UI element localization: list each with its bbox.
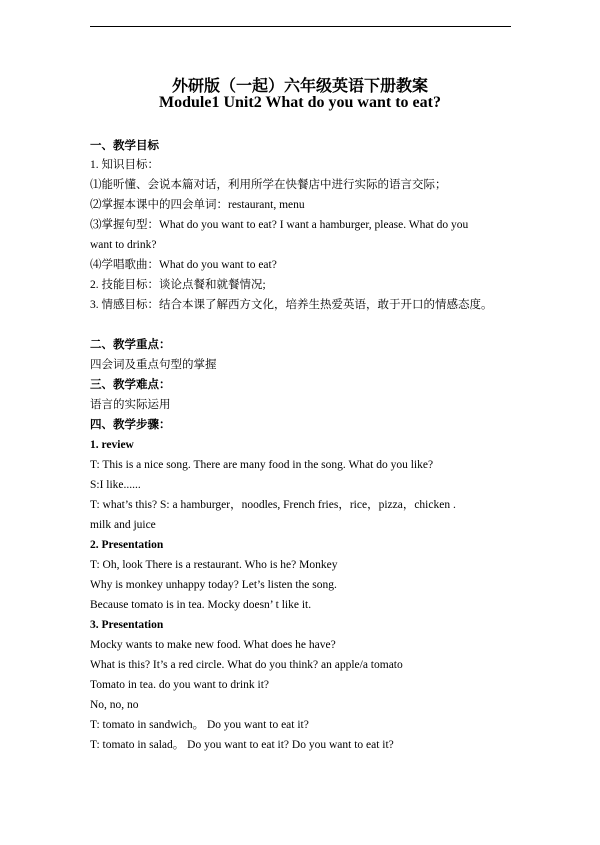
text-line: T: what’s this? S: a hamburger，noodles, French fries，rice，pizza，chicken . — [90, 499, 456, 511]
section-heading-objectives: 一、教学目标 — [90, 140, 159, 152]
title-english: Module1 Unit2 What do you want to eat? — [159, 94, 441, 111]
text-line: S:I like...... — [90, 479, 141, 491]
section-heading-key-points: 二、教学重点： — [90, 339, 171, 351]
step-heading-presentation: 3. Presentation — [90, 619, 164, 631]
text-line: milk and juice — [90, 519, 156, 531]
text-line: ⑷学唱歌曲：What do you want to eat? — [90, 259, 277, 271]
text-line: No, no, no — [90, 699, 139, 711]
text-line: 四会词及重点句型的掌握 — [90, 359, 217, 371]
step-heading-presentation: 2. Presentation — [90, 539, 164, 551]
text-line: Because tomato is in tea. Mocky doesn’ t like it. — [90, 599, 312, 611]
text-line: ⑴能听懂、会说本篇对话，利用所学在快餐店中进行实际的语言交际； — [90, 179, 447, 191]
text-line: T: tomato in salad。 Do you want to eat it? Do you want to eat it? — [90, 739, 394, 751]
title-chinese: 外研版（一起）六年级英语下册教案 — [171, 78, 428, 95]
section-heading-difficulties: 三、教学难点： — [90, 379, 171, 391]
text-line: 语言的实际运用 — [90, 399, 171, 411]
text-line: Why is monkey unhappy today? Let’s listen the song. — [90, 579, 337, 591]
text-line: T: This is a nice song. There are many food in the song. What do you like? — [90, 459, 434, 471]
text-line: ⑵掌握本课中的四会单词：restaurant, menu — [90, 199, 305, 211]
section-heading-steps: 四、教学步骤： — [90, 419, 171, 431]
text-line: want to drink? — [90, 239, 157, 251]
text-line: 1. 知识目标： — [90, 159, 159, 171]
top-rule — [90, 26, 511, 27]
text-line: Tomato in tea. do you want to drink it? — [90, 679, 270, 691]
text-line: Mocky wants to make new food. What does he have? — [90, 639, 336, 651]
text-line: T: Oh, look There is a restaurant. Who is he? Monkey — [90, 559, 338, 571]
text-line: What is this? It’s a red circle. What do you think? an apple/a tomato — [90, 659, 403, 671]
text-line: 3. 情感目标：结合本课了解西方文化，培养生热爱英语，敢于开口的情感态度。 — [90, 299, 493, 311]
text-line: 2. 技能目标：谈论点餐和就餐情况; — [90, 279, 266, 291]
text-line: T: tomato in sandwich。 Do you want to eat it? — [90, 719, 309, 731]
step-heading-review: 1. review — [90, 439, 134, 451]
text-line: ⑶掌握句型：What do you want to eat? I want a hamburger, please. What do you — [90, 219, 469, 231]
